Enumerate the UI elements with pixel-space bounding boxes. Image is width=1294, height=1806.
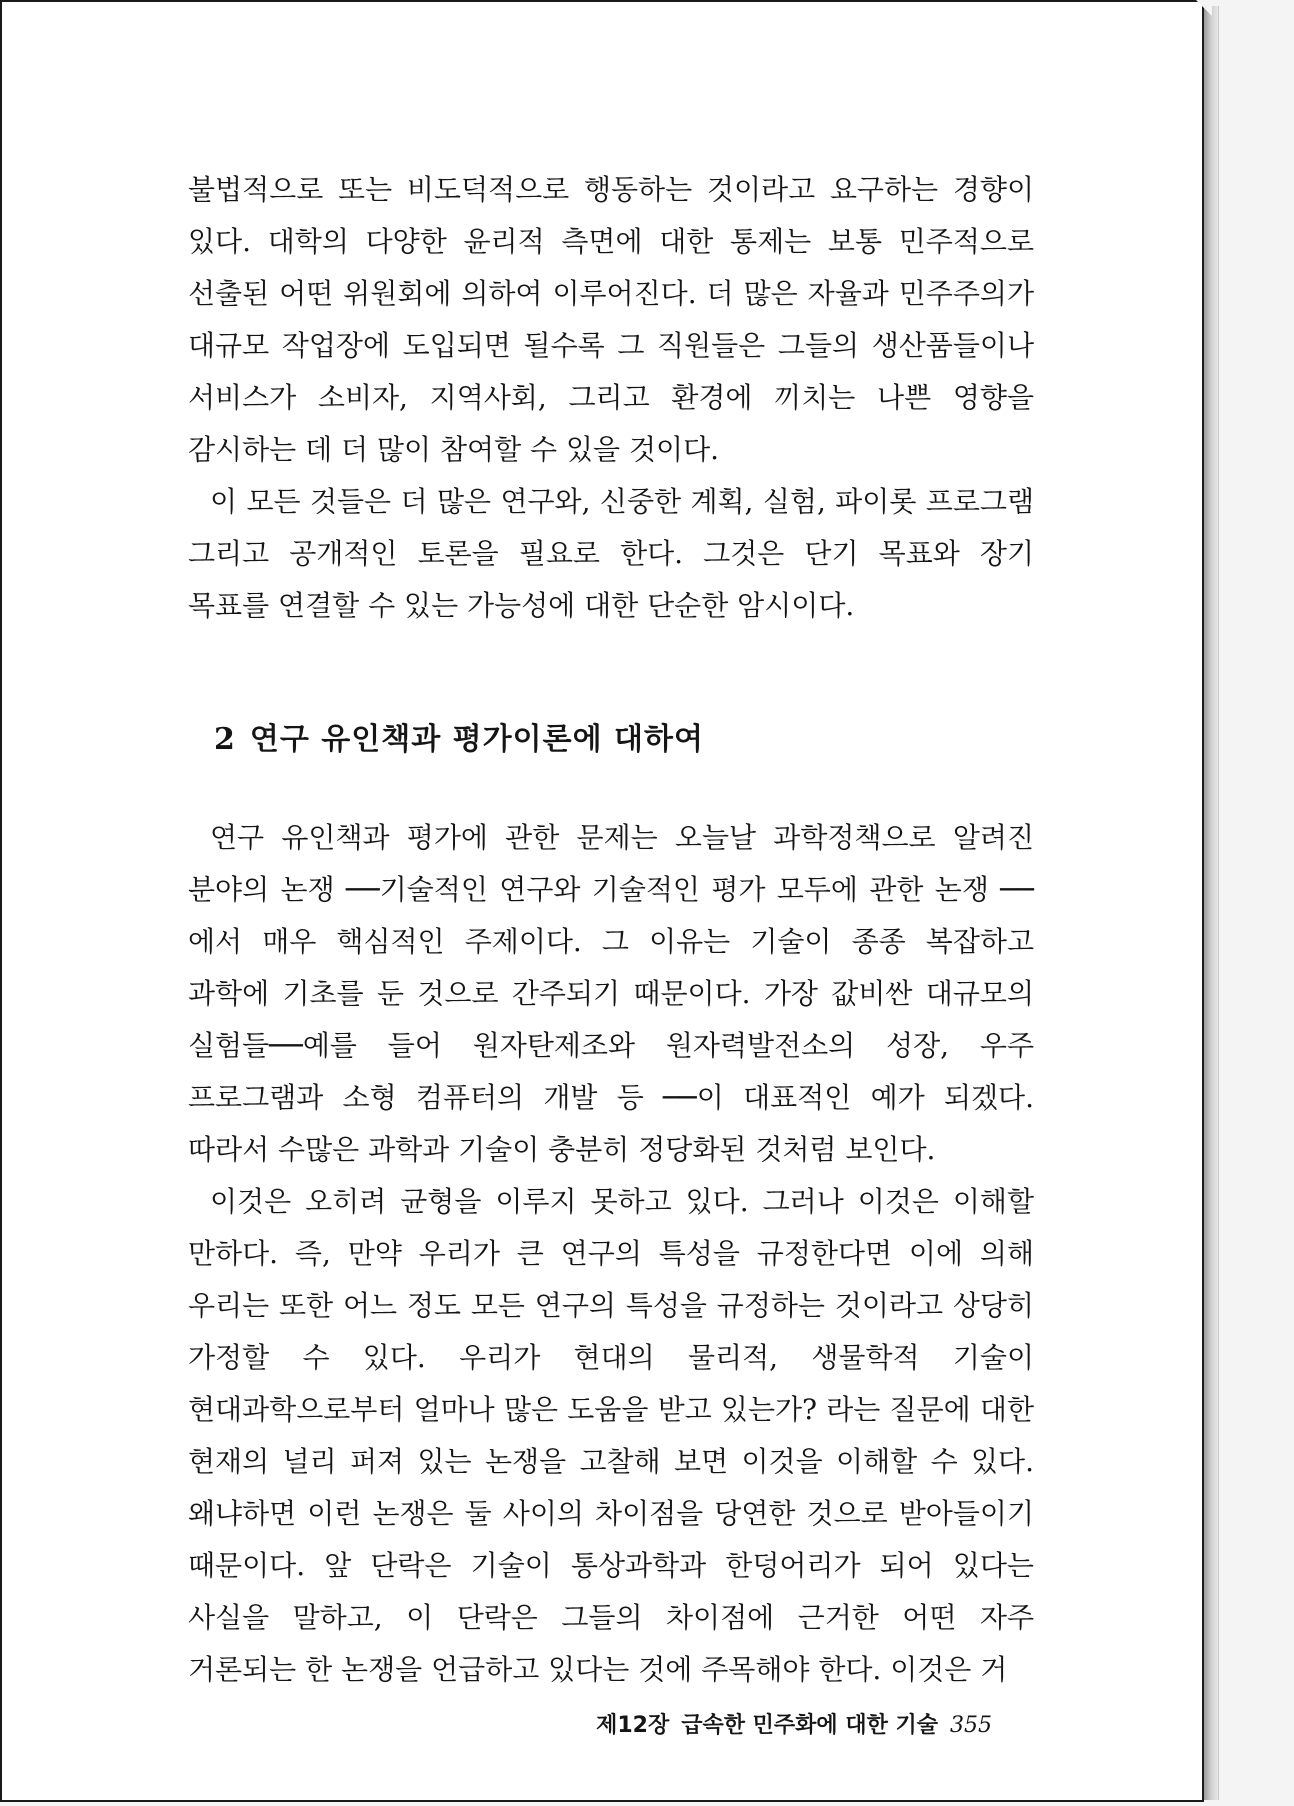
- section2-body: [188, 812, 1034, 1696]
- footer-title: 급속한 민주화에 대한 기술: [681, 1713, 938, 1738]
- running-footer: [596, 1708, 992, 1739]
- paragraph: 이 모든 것들은 더 많은 연구와, 신중한 계획, 실험, 파이롯 프로그램 그리고 공개적인 토론을 필요로 한다. 그것은 단기 목표와 장기 목표를 연결할 수 있는 가능성에 대한 단순한 암시이다.: [188, 485, 1034, 622]
- paragraph: 연구 유인책과 평가에 관한 문제는 오늘날 과학정책으로 알려진 분야의 논쟁 ──기술적인 연구와 기술적인 평가 모두에 관한 논쟁 ──에서 매우 핵심적인 주제이다. 그 이유는 기술이 종종 복잡하고 과학에 기초를 둔 것으로 간주되기 때문이다. 가장 값비싼 대규모의 실험들──예를 들어 원자탄제조와 원자력발전소의 성장, 우주 프로그램과 소형 컴퓨터의 개발 등 ──이 대표적인 예가 되겠다. 따라서 수많은 과학과 기술이 충분히 정당화된 것처럼 보인다.: [188, 821, 1034, 1166]
- section-number: 2: [214, 722, 236, 757]
- paragraph: 이것은 오히려 균형을 이루지 못하고 있다. 그러나 이것은 이해할 만하다. 즉, 만약 우리가 큰 연구의 특성을 규정한다면 이에 의해 우리는 또한 어느 정도 모든 연구의 특성을 규정하는 것이라고 상당히 가정할 수 있다. 우리가 현대의 물리적, 생물학적 기술이 현대과학으로부터 얼마나 많은 도움을 받고 있는가? 라는 질문에 대한 현재의 널리 퍼져 있는 논쟁을 고찰해 보면 이것을 이해할 수 있다. 왜냐하면 이런 논쟁은 둘 사이의 차이점을 당연한 것으로 받아들이기 때문이다. 앞 단락은 기술이 통상과학과 한덩어리가 되어 있다는 사실을 말하고, 이 단락은 그들의 차이점에 근거한 어떤 자주 거론되는 한 논쟁을 언급하고 있다는 것에 주목해야 한다. 이것은 거: [188, 1185, 1034, 1686]
- page-corner-fold: [1196, 0, 1212, 16]
- page-number: 355: [950, 1713, 992, 1738]
- section-heading: [214, 714, 704, 758]
- page-stack-edge: [1204, 6, 1219, 1800]
- paragraph-continued: 불법적으로 또는 비도덕적으로 행동하는 것이라고 요구하는 경향이 있다. 대학의 다양한 윤리적 측면에 대한 통제는 보통 민주적으로 선출된 어떤 위원회에 의하여 이루어진다. 더 많은 자율과 민주주의가 대규모 작업장에 도입되면 될수록 그 직원들은 그들의 생산품들이나 서비스가 소비자, 지역사회, 그리고 환경에 끼치는 나쁜 영향을 감시하는 데 더 많이 참여할 수 있을 것이다.: [188, 173, 1034, 466]
- footer-chapter: 제12장: [596, 1713, 670, 1738]
- section-title: 연구 유인책과 평가이론에 대하여: [249, 722, 704, 757]
- section1-body: [188, 164, 1034, 632]
